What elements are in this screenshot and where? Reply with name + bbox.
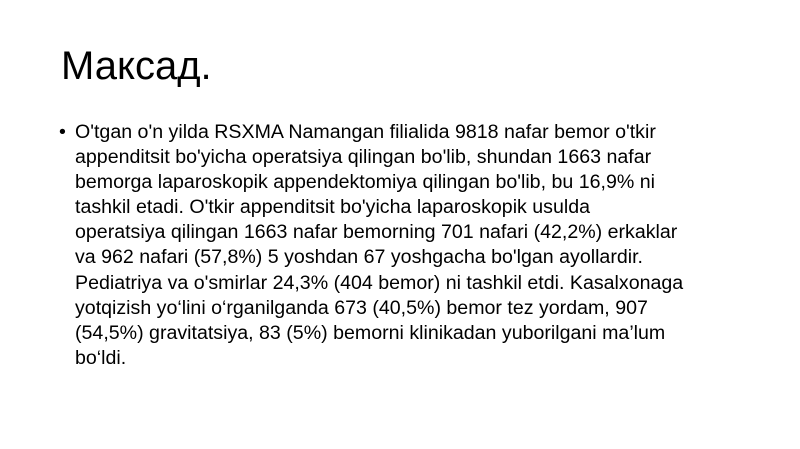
bullet-text-line: tashkil etadi. O'tkir appenditsit bo'yicha laparoskopik usulda	[75, 196, 591, 219]
bullet-text-line: bemorga laparoskopik appendektomiya qilingan bo'lib, bu 16,9% ni	[75, 171, 655, 194]
bullet-item	[59, 120, 784, 371]
bullet-text-line: appenditsit bo'yicha operatsiya qilingan bo'lib, shundan 1663 nafar	[75, 146, 652, 169]
bullet-text-line: (54,5%) gravitatsiya, 83 (5%) bemorni klinikadan yuborilgani ma’lum	[75, 321, 666, 344]
bullet-text-line: O'tgan o'n yilda RSXMA Namangan filialida 9818 nafar bemor o'tkir	[75, 121, 656, 143]
bullet-text-line: yotqizish yo‘lini o‘rganilganda 673 (40,5%) bemor tez yordam, 907	[75, 296, 648, 319]
bullet-text-line: Pediatriya va o'smirlar 24,3% (404 bemor) ni tashkil etdi. Kasalxonaga	[75, 271, 684, 294]
bullet-dot-icon: •	[59, 121, 66, 143]
slide-title: Максад.	[61, 44, 212, 88]
bullet-text-line: operatsiya qilingan 1663 nafar bemorning 701 nafari (42,2%) erkaklar	[75, 221, 678, 244]
bullet-list	[59, 120, 784, 371]
bullet-text-line: va 962 nafari (57,8%) 5 yoshdan 67 yoshgacha bo'lgan ayollardir.	[75, 246, 643, 269]
bullet-text-line: bo‘ldi.	[75, 346, 127, 369]
